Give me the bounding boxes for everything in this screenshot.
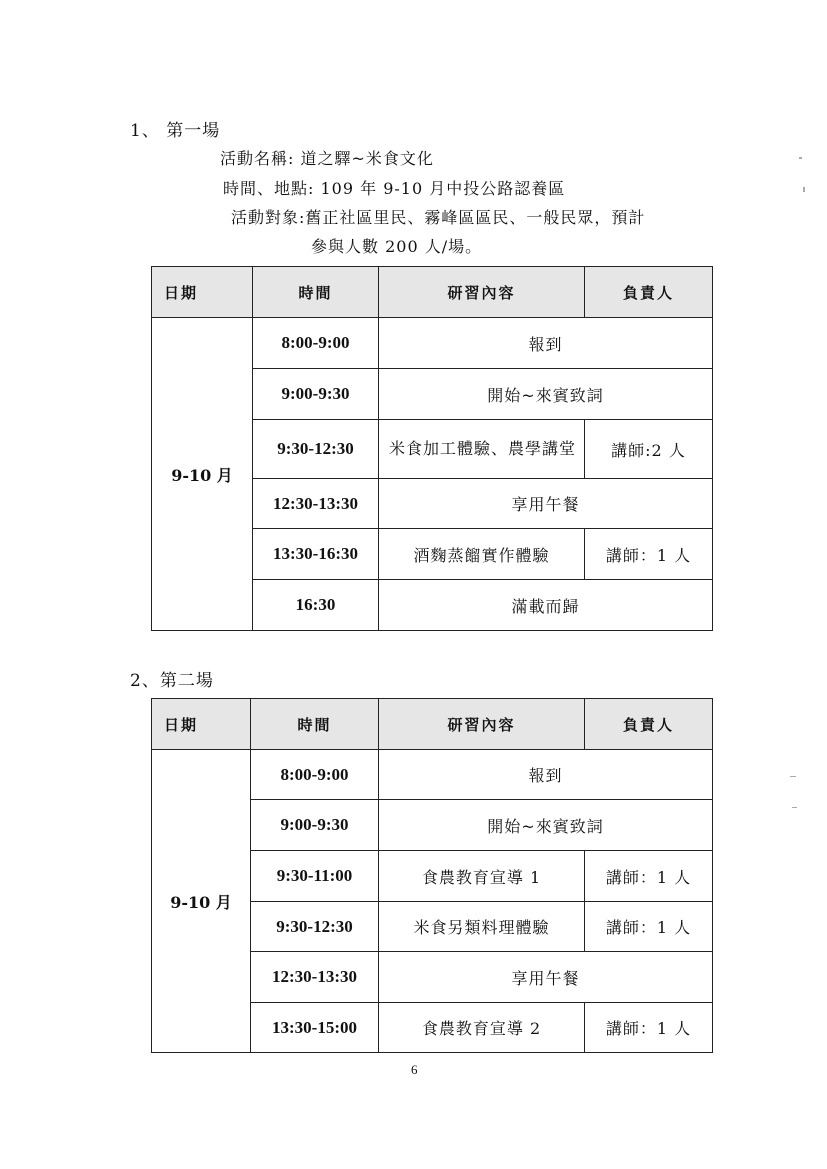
date-cell: 9-10 月 [152,750,251,1053]
schedule-table-2 [151,698,713,1053]
content-cell: 報到 [379,750,713,800]
table-row [152,318,713,369]
scan-speck [803,187,805,192]
header-time: 時間 [251,699,379,750]
time-cell: 9:00-9:30 [251,800,379,851]
time-cell: 8:00-9:00 [253,318,379,369]
header-owner: 負責人 [585,267,713,318]
content-cell: 食農教育宣導 2 [379,1003,585,1053]
page-number: 6 [411,1062,418,1077]
owner-cell: 講師：1 人 [585,902,713,952]
content-cell: 食農教育宣導 1 [379,851,585,902]
time-cell: 9:30-12:30 [251,902,379,952]
scan-speck [799,157,802,159]
content-cell: 開始~來賓致詞 [379,369,713,420]
content-cell: 享用午餐 [379,479,713,529]
time-cell: 9:30-12:30 [253,420,379,479]
date-cell: 9-10 月 [152,318,253,631]
participant-count: 參與人數 200 人/場。 [311,237,483,256]
scan-speck [790,776,796,777]
time-location: 時間、地點: 109 年 9-10 月中投公路認養區 [223,179,566,198]
content-cell: 米食加工體驗、農學講堂 [379,420,585,479]
table-row [152,750,713,800]
schedule-table-1 [151,266,713,631]
time-cell: 12:30-13:30 [253,479,379,529]
header-content: 研習內容 [379,699,585,750]
time-cell: 9:00-9:30 [253,369,379,420]
time-cell: 13:30-16:30 [253,529,379,580]
owner-cell: 講師:2 人 [585,420,713,479]
header-content: 研習內容 [379,267,585,318]
table-header-row [152,267,713,318]
time-cell: 12:30-13:30 [251,952,379,1003]
content-cell: 米食另類料理體驗 [379,902,585,952]
activity-target: 活動對象:舊正社區里民、霧峰區區民、一般民眾，預計 [231,208,646,227]
content-cell: 酒麴蒸餾實作體驗 [379,529,585,580]
header-date: 日期 [152,267,253,318]
owner-cell: 講師：1 人 [585,1003,713,1053]
header-time: 時間 [253,267,379,318]
table-header-row [152,699,713,750]
content-cell: 滿載而歸 [379,580,713,631]
owner-cell: 講師：1 人 [585,529,713,580]
header-owner: 負責人 [585,699,713,750]
section2-heading: 2、第二場 [130,671,214,691]
time-cell: 16:30 [253,580,379,631]
scan-speck [792,807,797,808]
header-date: 日期 [152,699,251,750]
time-cell: 9:30-11:00 [251,851,379,902]
activity-name: 活動名稱: 道之驛~米食文化 [220,149,434,168]
content-cell: 開始~來賓致詞 [379,800,713,851]
time-cell: 8:00-9:00 [251,750,379,800]
time-cell: 13:30-15:00 [251,1003,379,1053]
owner-cell: 講師：1 人 [585,851,713,902]
content-cell: 享用午餐 [379,952,713,1003]
content-cell: 報到 [379,318,713,369]
section1-heading: 1、 第一場 [130,121,221,141]
